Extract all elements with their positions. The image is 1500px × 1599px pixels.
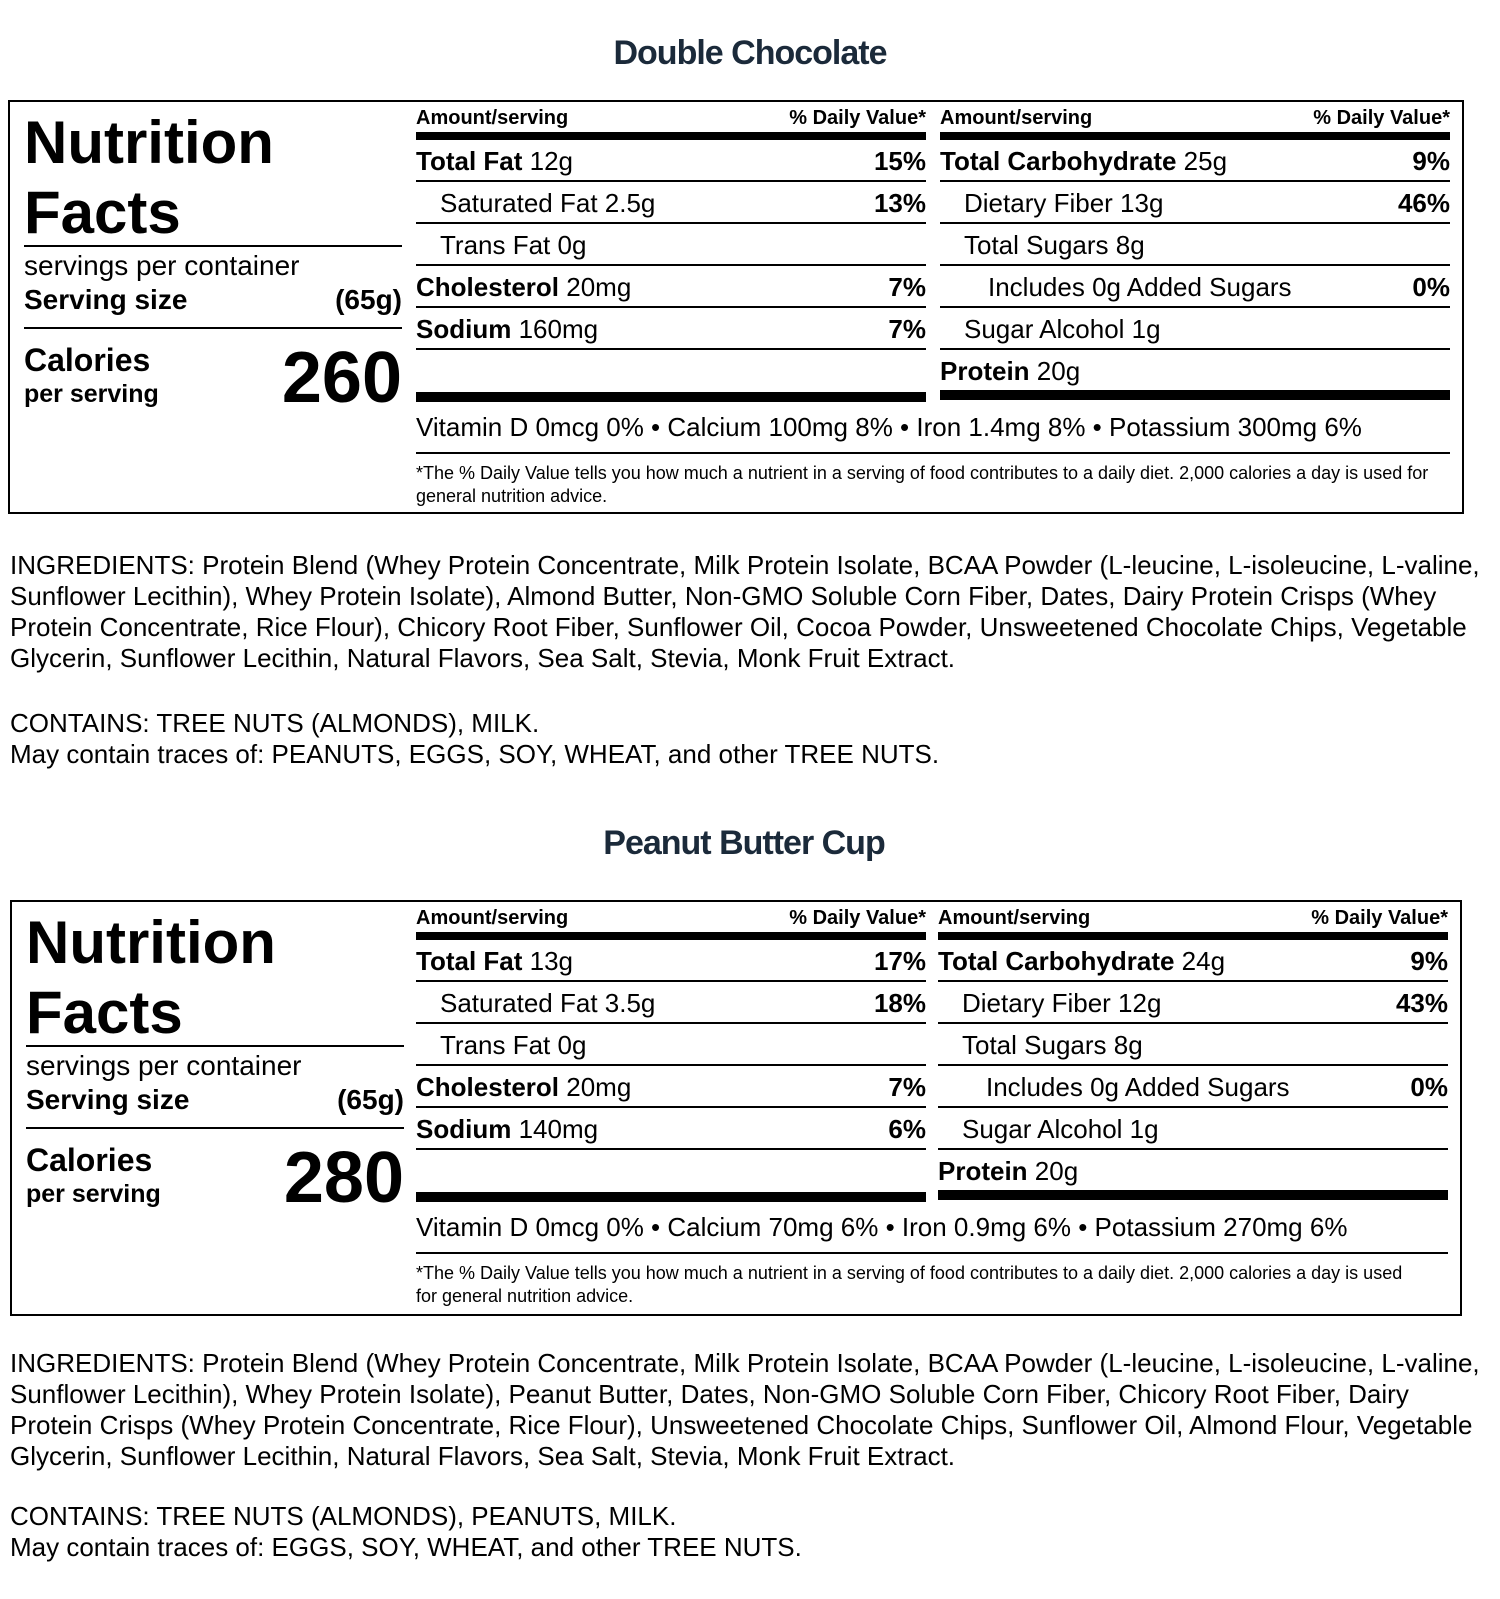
nutrition-facts-panel — [10, 900, 1462, 1316]
dv-header: % Daily Value* — [789, 907, 926, 929]
daily-value-footnote: *The % Daily Value tells you how much a nutrient in a serving of food contributes to a daily diet. 2,000 calories a day is used for general nutrition advice. — [416, 463, 1429, 506]
amount-header: Amount/serving — [416, 907, 569, 929]
nutrient-row: Saturated Fat 3.5g 18% — [416, 982, 926, 1024]
column-header — [940, 102, 1450, 132]
nutrient-row: Trans Fat 0g — [416, 1024, 926, 1066]
nutrient-row: Total Sugars 8g — [938, 1024, 1448, 1066]
column-header — [416, 902, 926, 932]
product-title: Double Chocolate — [613, 34, 887, 72]
thick-divider — [938, 1190, 1448, 1210]
divider — [26, 1127, 404, 1129]
nutrient-row: Includes 0g Added Sugars 0% — [940, 266, 1450, 308]
servings-per-container: servings per container — [26, 1050, 302, 1081]
divider — [24, 245, 402, 247]
thick-divider — [416, 932, 926, 940]
nutrient-row: Total Carbohydrate 24g 9% — [938, 940, 1448, 982]
nutrient-row: Dietary Fiber 12g 43% — [938, 982, 1448, 1024]
servings-per-container: servings per container — [24, 250, 300, 281]
nutrient-row: Sodium 160mg 7% — [416, 308, 926, 350]
serving-size-label: Serving size — [26, 1084, 190, 1115]
divider — [24, 327, 402, 329]
calories-label: Calories — [26, 1142, 153, 1178]
nutrition-facts-title: Nutrition Facts — [24, 109, 274, 246]
amount-header: Amount/serving — [938, 907, 1091, 929]
amount-header: Amount/serving — [416, 107, 569, 129]
amount-header: Amount/serving — [940, 107, 1093, 129]
nutrition-facts-title: Nutrition Facts — [26, 909, 276, 1046]
spacer-row — [416, 350, 926, 392]
calories-value: 280 — [283, 1138, 404, 1218]
nutrient-row: Sodium 140mg 6% — [416, 1108, 926, 1150]
allergen-contains: CONTAINS: TREE NUTS (ALMONDS), PEANUTS, MILK. — [10, 1501, 677, 1531]
divider — [26, 1045, 404, 1047]
nutrient-row: Protein 20g — [938, 1156, 1079, 1186]
calories-label: Calories — [24, 342, 151, 378]
nutrient-row: Sugar Alcohol 1g — [938, 1108, 1448, 1150]
nutrient-row: Total Fat 13g 17% — [416, 940, 926, 982]
column-header — [416, 102, 926, 132]
nutrients-column-right — [938, 902, 1448, 1210]
dv-header: % Daily Value* — [789, 107, 926, 129]
product-title: Peanut Butter Cup — [603, 824, 885, 862]
nutrient-row: Saturated Fat 2.5g 13% — [416, 182, 926, 224]
nutrient-row: Protein 20g — [940, 356, 1081, 386]
allergen-contains: CONTAINS: TREE NUTS (ALMONDS), MILK. — [10, 708, 540, 738]
nutrients-column-left — [416, 102, 926, 412]
vitamins-minerals: Vitamin D 0mcg 0% • Calcium 70mg 6% • Iron 0.9mg 6% • Potassium 270mg 6% — [416, 1212, 1348, 1242]
daily-value-footnote: *The % Daily Value tells you how much a nutrient in a serving of food contributes to a daily diet. 2,000 calories a day is used for general nutrition advice. — [416, 1263, 1403, 1306]
nutrient-row: Total Carbohydrate 25g 9% — [940, 140, 1450, 182]
thick-divider — [940, 132, 1450, 140]
column-header — [938, 902, 1448, 932]
nutrient-row: Cholesterol 20mg 7% — [416, 1066, 926, 1108]
thick-divider — [416, 1192, 926, 1212]
spacer-row — [416, 1150, 926, 1192]
nutrient-row: Dietary Fiber 13g 46% — [940, 182, 1450, 224]
calories-per-serving-label: per serving — [24, 380, 159, 408]
vitamins-minerals: Vitamin D 0mcg 0% • Calcium 100mg 8% • Iron 1.4mg 8% • Potassium 300mg 6% — [416, 412, 1362, 442]
thick-divider — [416, 132, 926, 140]
nutrient-row: Cholesterol 20mg 7% — [416, 266, 926, 308]
allergen-traces: May contain traces of: PEANUTS, EGGS, SOY, WHEAT, and other TREE NUTS. — [10, 739, 940, 769]
nutrient-row: Trans Fat 0g — [416, 224, 926, 266]
calories-per-serving-label: per serving — [26, 1180, 161, 1208]
nutrient-row: Sugar Alcohol 1g — [940, 308, 1450, 350]
ingredients-text: INGREDIENTS: Protein Blend (Whey Protein Concentrate, Milk Protein Isolate, BCAA Powder (L-leucine, L-isoleucine, L-valine, Sunflower Lecithin), Whey Protein Isolate), Peanut Butter, Dates, Non-GMO Soluble Corn Fiber, Chicory Root Fiber, Dairy Protein Crisps (Whey Protein Concentrate, Rice Flour), Unsweetened Chocolate Chips, Sunflower Oil, Almond Flour, Vegetable Glycerin, Sunflower Lecithin, Natural Flavors, Sea Salt, Stevia, Monk Fruit Extract. — [10, 1348, 1480, 1471]
nutrient-row: Total Fat 12g 15% — [416, 140, 926, 182]
nutrition-facts-panel — [8, 100, 1464, 514]
dv-header: % Daily Value* — [1311, 907, 1448, 929]
calories-value: 260 — [281, 338, 402, 418]
allergen-traces: May contain traces of: EGGS, SOY, WHEAT, and other TREE NUTS. — [10, 1532, 802, 1562]
serving-size-value: (65g) — [337, 1084, 404, 1115]
divider — [416, 1252, 1448, 1254]
dv-header: % Daily Value* — [1313, 107, 1450, 129]
serving-size-label: Serving size — [24, 284, 188, 315]
divider — [416, 452, 1450, 454]
thick-divider — [940, 390, 1450, 410]
nutrients-column-left — [416, 902, 926, 1212]
thick-divider — [938, 932, 1448, 940]
nutrients-column-right — [940, 102, 1450, 410]
nutrient-row: Includes 0g Added Sugars 0% — [938, 1066, 1448, 1108]
serving-size-value: (65g) — [335, 284, 402, 315]
ingredients-text: INGREDIENTS: Protein Blend (Whey Protein Concentrate, Milk Protein Isolate, BCAA Powder (L-leucine, L-isoleucine, L-valine, Sunflower Lecithin), Whey Protein Isolate), Almond Butter, Non-GMO Soluble Corn Fiber, Dates, Dairy Protein Crisps (Whey Protein Concentrate, Rice Flour), Chicory Root Fiber, Sunflower Oil, Cocoa Powder, Unsweetened Chocolate Chips, Vegetable Glycerin, Sunflower Lecithin, Natural Flavors, Sea Salt, Stevia, Monk Fruit Extract. — [10, 550, 1480, 673]
thick-divider — [416, 392, 926, 412]
nutrient-row: Total Sugars 8g — [940, 224, 1450, 266]
